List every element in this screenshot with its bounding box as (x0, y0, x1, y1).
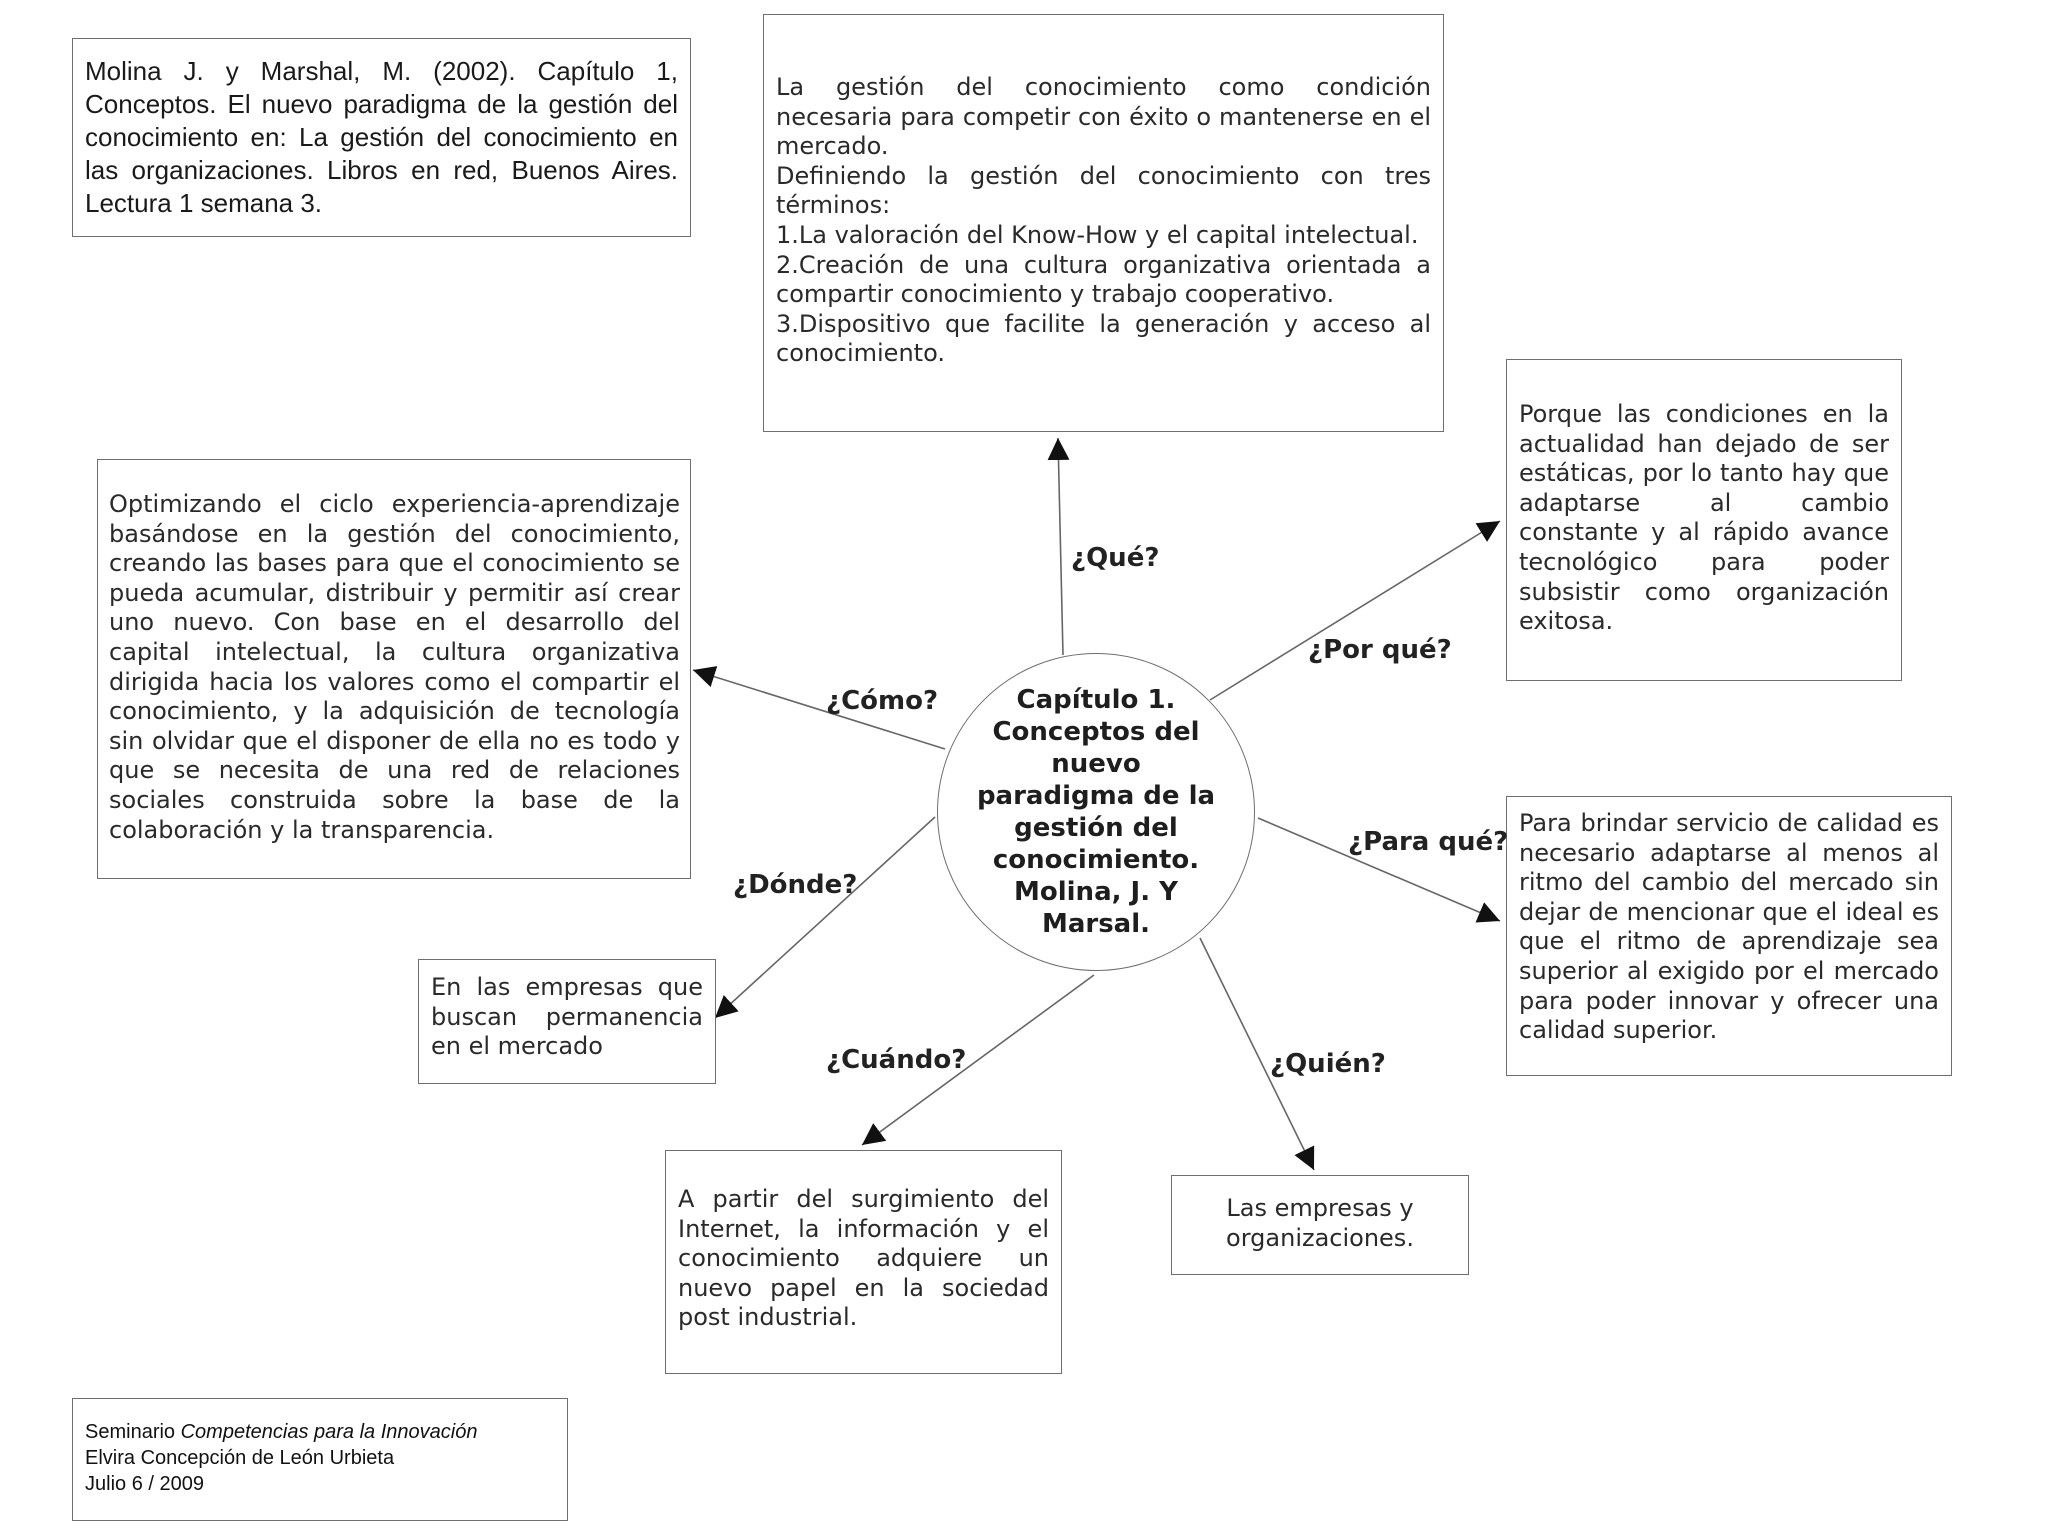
quien-answer-box (1171, 1175, 1469, 1275)
label-quien: ¿Quién? (1270, 1049, 1386, 1079)
footer-date: Julio 6 / 2009 (85, 1473, 204, 1495)
cuando-answer-box (665, 1150, 1062, 1374)
label-que: ¿Qué? (1071, 543, 1160, 573)
que-answer-line: 1.La valoración del Know-How y el capital intelectual. (776, 220, 1419, 249)
para-que-answer-box (1506, 796, 1952, 1076)
que-answer-line: Definiendo la gestión del conocimiento con tres términos: (776, 161, 1431, 220)
label-para-que: ¿Para qué? (1348, 827, 1509, 857)
que-answer-line: La gestión del conocimiento como condición necesaria para competir con éxito o mantenerse en el mercado. (776, 73, 1431, 161)
donde-answer-box (418, 959, 716, 1084)
como-answer-text: Optimizando el ciclo experiencia-aprendizaje basándose en la gestión del conocimiento, creando las bases para que el conocimiento se pueda acumular, distribuir y permitir así crear uno nuevo. Con base en el desarrollo del capital intelectual, la cultura organizativa dirigida hacia los valores como el compartir el conocimiento, y la adquisición de tecnología sin olvidar que el disponer de ella no es todo y que se necesita de una red de relaciones sociales construida sobre la base de la colaboración y la transparencia. (109, 490, 680, 844)
como-answer-box (97, 459, 691, 879)
central-topic-title: Capítulo 1. Conceptos del nuevo paradigma de la gestión del conocimiento. Molina, J. Y Marsal. (976, 685, 1216, 939)
label-por-que: ¿Por qué? (1308, 635, 1452, 665)
quien-answer-text: Las empresas y organizaciones. (1226, 1194, 1414, 1252)
footer-line-seminar (85, 1419, 555, 1445)
que-answer-box (763, 14, 1444, 432)
label-cuando: ¿Cuándo? (826, 1045, 967, 1075)
arrow-por-que (1210, 521, 1500, 700)
reference-box (72, 38, 691, 237)
footer-seminar-title: Competencias para la Innovación (180, 1421, 478, 1443)
arrow-que (1058, 438, 1063, 655)
arrow-donde (715, 817, 935, 1018)
label-como: ¿Cómo? (826, 686, 939, 716)
por-que-answer-box (1506, 359, 1902, 681)
central-topic-node (937, 653, 1255, 971)
cuando-answer-text: A partir del surgimiento del Internet, la información y el conocimiento adquiere un nuevo papel en la sociedad post industrial. (678, 1185, 1049, 1332)
por-que-answer-text: Porque las condiciones en la actualidad han dejado de ser estáticas, por lo tanto hay que adaptarse al cambio constante y al rápido avance tecnológico para poder subsistir como organización exitosa. (1519, 400, 1889, 636)
que-answer-line: 3.Dispositivo que facilite la generación y acceso al conocimiento. (776, 309, 1431, 368)
donde-answer-text: En las empresas que buscan permanencia en el mercado (431, 973, 703, 1061)
footer-box (72, 1398, 568, 1521)
reference-text: Molina J. y Marshal, M. (2002). Capítulo 1, Conceptos. El nuevo paradigma de la gestión del conocimiento en: La gestión del conocimiento en las organizaciones. Libros en red, Buenos Aires. Lectura 1 semana 3. (85, 56, 678, 218)
para-que-answer-text: Para brindar servicio de calidad es necesario adaptarse al menos al ritmo del cambio del mercado sin dejar de mencionar que el ideal es que el ritmo de aprendizaje sea superior al exigido por el mercado para poder innovar y ofrecer una calidad superior. (1519, 809, 1939, 1045)
que-answer-line: 2.Creación de una cultura organizativa orientada a compartir conocimiento y trabajo cooperativo. (776, 250, 1431, 309)
footer-seminar-prefix: Seminario (85, 1421, 181, 1443)
label-donde: ¿Dónde? (733, 870, 858, 900)
que-answer-text (776, 73, 1431, 369)
footer-author: Elvira Concepción de León Urbieta (85, 1447, 395, 1469)
